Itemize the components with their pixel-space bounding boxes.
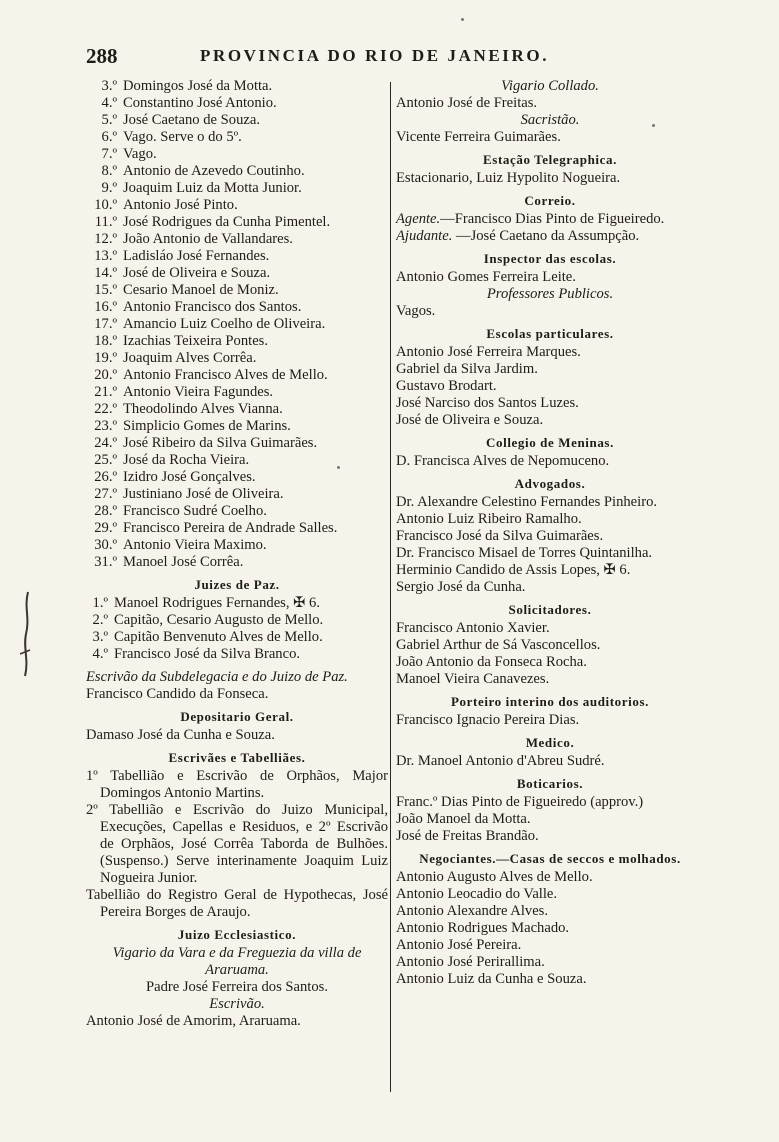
depositario-name: Damaso José da Cunha e Souza. — [86, 727, 275, 743]
subdelegate-item — [86, 486, 388, 503]
juiz-number: 4.º — [92, 646, 108, 662]
subdelegate-item — [86, 248, 388, 265]
subdelegate-name: Antonio Francisco dos Santos. — [123, 299, 302, 315]
subdelegate-number: 8.º — [101, 163, 117, 179]
subdelegate-number: 22.º — [94, 401, 117, 417]
subdelegate-number: 14.º — [94, 265, 117, 281]
escolas-list — [396, 344, 704, 429]
boticarios-heading: Boticarios. — [516, 776, 584, 791]
medico-heading: Medico. — [525, 735, 575, 750]
agente-name: —Francisco Dias Pinto de Figueiredo. — [440, 211, 665, 227]
running-title: PROVINCIA DO RIO DE JANEIRO. — [200, 46, 550, 65]
escrivao-ecclesiastico-name: Antonio José de Amorim, Araruama. — [86, 1013, 301, 1029]
subdelegate-item — [86, 214, 388, 231]
porteiro-name: Francisco Ignacio Pereira Dias. — [396, 712, 580, 728]
subdelegate-name: José Ribeiro da Silva Guimarães. — [123, 435, 318, 451]
advogado-item: Herminio Candido de Assis Lopes, ✠ 6. — [396, 562, 631, 578]
boticarios-list — [396, 794, 704, 845]
medico-name: Dr. Manoel Antonio d'Abreu Sudré. — [396, 753, 605, 769]
vigario-collado-title: Vigario Collado. — [501, 78, 599, 94]
escola-item: José Narciso dos Santos Luzes. — [396, 395, 579, 411]
tabelliao-1: 1º Tabellião e Escrivão de Orphãos, Major Domingos Antonio Martins. — [86, 768, 388, 801]
advogado-item: Dr. Francisco Misael de Torres Quintanilha. — [396, 545, 653, 561]
juiz-name: Manoel Rodrigues Fernandes, ✠ 6. — [114, 595, 320, 611]
margin-bracket-mark — [14, 588, 38, 680]
subdelegate-number: 3.º — [101, 78, 117, 94]
depositario-heading: Depositario Geral. — [180, 709, 294, 724]
subdelegate-name: João Antonio de Vallandares. — [123, 231, 293, 247]
solicitadores-heading: Solicitadores. — [508, 602, 592, 617]
porteiro-heading: Porteiro interino dos auditorios. — [451, 694, 649, 709]
advogados-list — [396, 494, 704, 596]
subdelegate-number: 15.º — [94, 282, 117, 298]
subdelegate-name: Joaquim Alves Corrêa. — [123, 350, 257, 366]
juiz-name: Francisco José da Silva Branco. — [114, 646, 301, 662]
subdelegate-name: Vago. — [123, 146, 157, 162]
subdelegate-number: 26.º — [94, 469, 117, 485]
subdelegate-number: 21.º — [94, 384, 117, 400]
boticario-item: José de Freitas Brandão. — [396, 828, 539, 844]
subdelegate-item — [86, 231, 388, 248]
solicitadores-list — [396, 620, 704, 688]
subdelegate-name: José da Rocha Vieira. — [123, 452, 250, 468]
subdelegate-name: Izachias Teixeira Pontes. — [123, 333, 268, 349]
solicitador-item: João Antonio da Fonseca Rocha. — [396, 654, 587, 670]
subdelegate-item — [86, 282, 388, 299]
subdelegate-item — [86, 163, 388, 180]
subdelegate-item — [86, 78, 388, 95]
professores-value: Vagos. — [396, 303, 436, 319]
tabelliao-registro: Tabellião do Registro Geral de Hypothecas, José Pereira Borges de Araujo. — [86, 887, 388, 920]
subdelegate-name: Antonio Francisco Alves de Mello. — [123, 367, 328, 383]
sacristao-title: Sacristão. — [520, 112, 580, 128]
solicitador-item: Manoel Vieira Canavezes. — [396, 671, 550, 687]
padre-name: Padre José Ferreira dos Santos. — [146, 979, 328, 995]
juiz-item — [86, 646, 388, 663]
negociantes-list — [396, 869, 704, 988]
subdelegate-name: Simplicio Gomes de Marins. — [123, 418, 291, 434]
subdelegate-item — [86, 180, 388, 197]
subdelegate-item — [86, 299, 388, 316]
advogado-item: Dr. Alexandre Celestino Fernandes Pinheiro. — [396, 494, 658, 510]
print-speck — [461, 18, 464, 21]
juizo-ecclesiastico-heading: Juizo Ecclesiastico. — [177, 927, 297, 942]
subdelegate-number: 20.º — [94, 367, 117, 383]
agente-label: Agente. — [396, 211, 441, 227]
tabelliao-2: 2º Tabellião e Escrivão do Juizo Municipal, Execuções, Capellas e Residuos, e 2º Escrivão de Orphãos, José Corrêa Taborda de Bulhões. (Suspenso.) Serve interinamente Joaquim Luiz Nogueira Junior. — [86, 802, 388, 886]
subdelegate-name: Antonio de Azevedo Coutinho. — [123, 163, 305, 179]
subdelegate-name: José de Oliveira e Souza. — [123, 265, 271, 281]
vigario-collado-name: Antonio José de Freitas. — [396, 95, 538, 111]
subdelegate-item — [86, 367, 388, 384]
escola-item: Antonio José Ferreira Marques. — [396, 344, 581, 360]
collegio-heading: Collegio de Meninas. — [486, 435, 614, 450]
inspector-name: Antonio Gomes Ferreira Leite. — [396, 269, 576, 285]
subdelegate-item — [86, 520, 388, 537]
juiz-item — [86, 629, 388, 646]
agente-line — [396, 211, 704, 228]
juiz-number: 3.º — [92, 629, 108, 645]
negociante-item: Antonio José Perirallima. — [396, 954, 545, 970]
escola-item: Gabriel da Silva Jardim. — [396, 361, 538, 377]
advogados-heading: Advogados. — [514, 476, 586, 491]
negociante-item: Antonio Leocadio do Valle. — [396, 886, 558, 902]
subdelegate-name: Theodolindo Alves Vianna. — [123, 401, 283, 417]
escrivao-subdelegacia-name: Francisco Candido da Fonseca. — [86, 686, 269, 702]
subdelegate-item — [86, 452, 388, 469]
subdelegate-name: Justiniano José de Oliveira. — [123, 486, 284, 502]
negociantes-heading: Negociantes.—Casas de seccos e molhados. — [419, 851, 681, 866]
subdelegate-item — [86, 129, 388, 146]
subdelegate-number: 16.º — [94, 299, 117, 315]
subdelegate-number: 29.º — [94, 520, 117, 536]
advogado-item: Antonio Luiz Ribeiro Ramalho. — [396, 511, 582, 527]
subdelegate-number: 13.º — [94, 248, 117, 264]
negociante-item: Antonio Luiz da Cunha e Souza. — [396, 971, 587, 987]
subdelegate-name: Antonio Vieira Fagundes. — [123, 384, 274, 400]
ajudante-label: Ajudante. — [396, 228, 453, 244]
subdelegate-number: 17.º — [94, 316, 117, 332]
subdelegate-name: José Caetano de Souza. — [123, 112, 260, 128]
subdelegate-item — [86, 418, 388, 435]
subdelegate-number: 19.º — [94, 350, 117, 366]
escrivao-ecclesiastico-title: Escrivão. — [209, 996, 265, 1012]
subdelegate-item — [86, 333, 388, 350]
subdelegate-number: 5.º — [101, 112, 117, 128]
subdelegate-item — [86, 469, 388, 486]
subdelegate-item — [86, 401, 388, 418]
subdelegate-number: 28.º — [94, 503, 117, 519]
solicitador-item: Francisco Antonio Xavier. — [396, 620, 550, 636]
negociante-item: Antonio Alexandre Alves. — [396, 903, 548, 919]
juiz-item — [86, 612, 388, 629]
subdelegate-number: 23.º — [94, 418, 117, 434]
subdelegate-name: Joaquim Luiz da Motta Junior. — [123, 180, 302, 196]
subdelegate-name: Constantino José Antonio. — [123, 95, 277, 111]
page-number: 288 — [86, 44, 118, 68]
negociante-item: Antonio Augusto Alves de Mello. — [396, 869, 593, 885]
subdelegate-item — [86, 265, 388, 282]
escola-item: Gustavo Brodart. — [396, 378, 497, 394]
juiz-number: 2.º — [92, 612, 108, 628]
subdelegate-item — [86, 537, 388, 554]
ajudante-name: —José Caetano da Assumpção. — [452, 228, 640, 244]
subdelegate-list — [86, 78, 388, 571]
subdelegate-number: 6.º — [101, 129, 117, 145]
column-divider — [390, 82, 391, 1092]
subdelegate-item — [86, 435, 388, 452]
subdelegate-item — [86, 146, 388, 163]
subdelegate-item — [86, 503, 388, 520]
subdelegate-item — [86, 112, 388, 129]
left-column — [86, 78, 388, 1030]
right-column — [396, 78, 704, 988]
subdelegate-number: 30.º — [94, 537, 117, 553]
juiz-number: 1.º — [92, 595, 108, 611]
subdelegate-item — [86, 197, 388, 214]
subdelegate-item — [86, 316, 388, 333]
subdelegate-number: 9.º — [101, 180, 117, 196]
subdelegate-number: 27.º — [94, 486, 117, 502]
sacristao-name: Vicente Ferreira Guimarães. — [396, 129, 561, 145]
juiz-item — [86, 595, 388, 612]
subdelegate-name: Cesario Manoel de Moniz. — [123, 282, 279, 298]
escola-item: José de Oliveira e Souza. — [396, 412, 544, 428]
solicitador-item: Gabriel Arthur de Sá Vasconcellos. — [396, 637, 601, 653]
subdelegate-name: Francisco Sudré Coelho. — [123, 503, 267, 519]
juiz-name: Capitão, Cesario Augusto de Mello. — [114, 612, 324, 628]
subdelegate-name: Ladisláo José Fernandes. — [123, 248, 270, 264]
page-header — [86, 44, 698, 68]
vigario-da-vara: Vigario da Vara e da Freguezia da villa de Araruama. — [112, 945, 362, 978]
subdelegate-number: 18.º — [94, 333, 117, 349]
ajudante-line — [396, 228, 704, 245]
telegraphica-heading: Estação Telegraphica. — [483, 152, 617, 167]
subdelegate-name: Antonio Vieira Maximo. — [123, 537, 267, 553]
subdelegate-name: Domingos José da Motta. — [123, 78, 273, 94]
subdelegate-name: Amancio Luiz Coelho de Oliveira. — [123, 316, 326, 332]
subdelegate-number: 10.º — [94, 197, 117, 213]
juiz-name: Capitão Benvenuto Alves de Mello. — [114, 629, 323, 645]
subdelegate-number: 25.º — [94, 452, 117, 468]
subdelegate-number: 4.º — [101, 95, 117, 111]
subdelegate-name: Izidro José Gonçalves. — [123, 469, 256, 485]
escrivao-subdelegacia-title: Escrivão da Subdelegacia e do Juizo de Paz. — [86, 669, 348, 685]
professores-title: Professores Publicos. — [486, 286, 614, 302]
collegio-name: D. Francisca Alves de Nepomuceno. — [396, 453, 610, 469]
print-speck — [652, 124, 655, 127]
subdelegate-number: 11.º — [94, 214, 117, 230]
subdelegate-name: José Rodrigues da Cunha Pimentel. — [123, 214, 331, 230]
boticario-item: João Manoel da Motta. — [396, 811, 531, 827]
escolas-heading: Escolas particulares. — [486, 326, 614, 341]
inspector-heading: Inspector das escolas. — [483, 251, 617, 266]
subdelegate-item — [86, 350, 388, 367]
subdelegate-number: 24.º — [94, 435, 117, 451]
subdelegate-name: Vago. Serve o do 5º. — [123, 129, 242, 145]
correio-heading: Correio. — [524, 193, 576, 208]
boticario-item: Franc.º Dias Pinto de Figueiredo (approv.) — [396, 794, 644, 810]
subdelegate-item — [86, 95, 388, 112]
advogado-item: Sergio José da Cunha. — [396, 579, 526, 595]
subdelegate-number: 7.º — [101, 146, 117, 162]
subdelegate-name: Francisco Pereira de Andrade Salles. — [123, 520, 338, 536]
subdelegate-number: 31.º — [94, 554, 117, 570]
juizes-list — [86, 595, 388, 663]
subdelegate-item — [86, 384, 388, 401]
subdelegate-name: Manoel José Corrêa. — [123, 554, 244, 570]
subdelegate-name: Antonio José Pinto. — [123, 197, 238, 213]
negociante-item: Antonio Rodrigues Machado. — [396, 920, 570, 936]
juizes-de-paz-heading: Juizes de Paz. — [194, 577, 280, 592]
subdelegate-number: 12.º — [94, 231, 117, 247]
print-speck — [337, 466, 340, 469]
estacionario: Estacionario, Luiz Hypolito Nogueira. — [396, 170, 621, 186]
advogado-item: Francisco José da Silva Guimarães. — [396, 528, 604, 544]
negociante-item: Antonio José Pereira. — [396, 937, 522, 953]
subdelegate-item — [86, 554, 388, 571]
escrivaes-heading: Escrivães e Tabelliães. — [168, 750, 306, 765]
